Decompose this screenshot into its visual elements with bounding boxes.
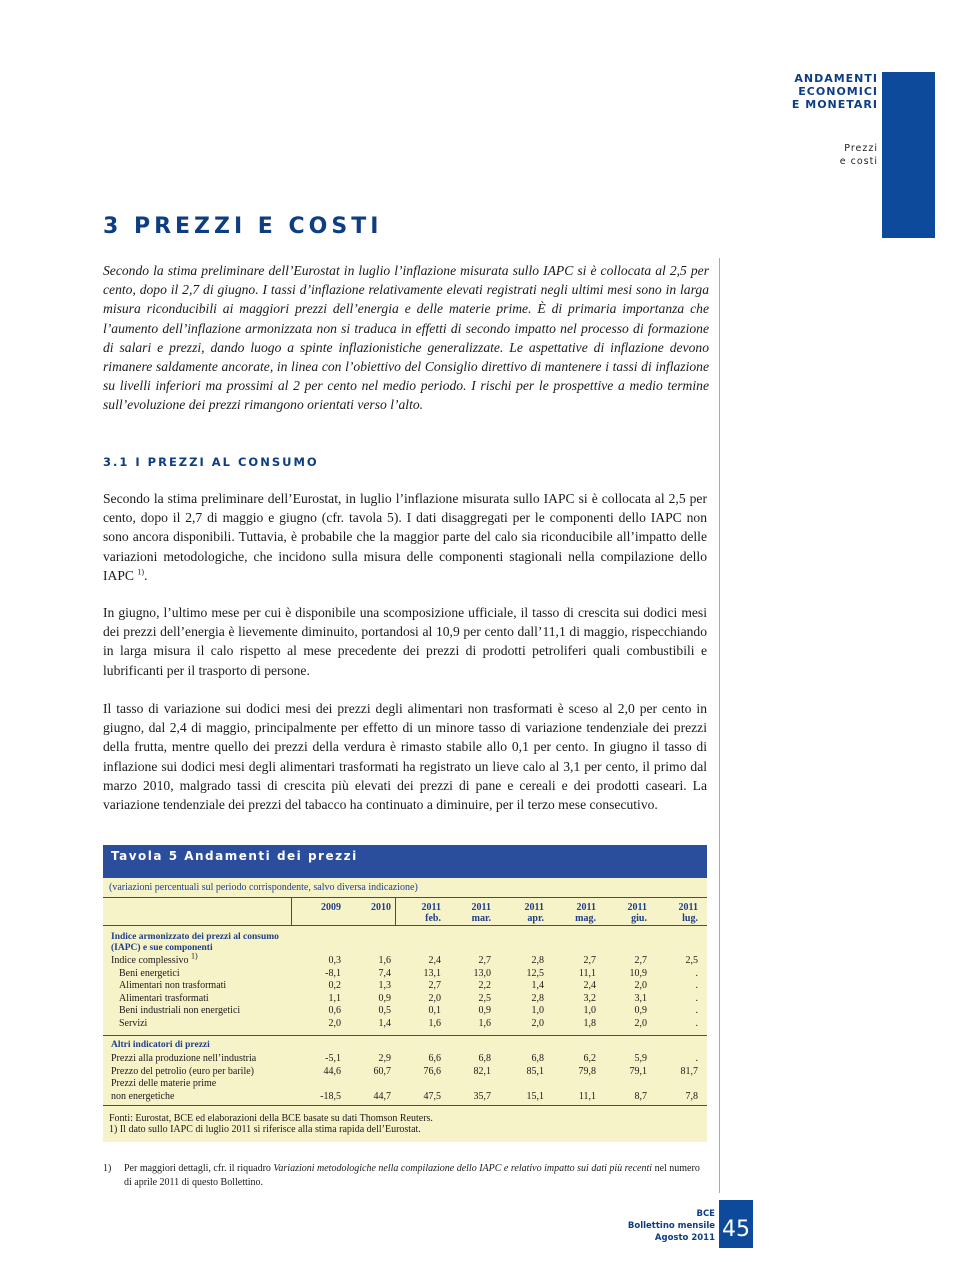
table-cell: 82,1 (473, 1065, 491, 1077)
footnote-box-title: Variazioni metodologiche nella compilazione dello IAPC e relativo impatto sui dati più recenti (273, 1163, 653, 1174)
table-cell: 2,0 (328, 1017, 341, 1029)
table-sources-line: Fonti: Eurostat, BCE ed elaborazioni della BCE basate su dati Thomson Reuters. (109, 1113, 433, 1124)
table-cell: 1,0 (531, 1005, 544, 1016)
table-cell: 2,7 (478, 955, 491, 966)
table-cell: 2,4 (583, 980, 596, 991)
table-cell: -18,5 (320, 1090, 341, 1102)
table-cell: 44,6 (323, 1065, 341, 1077)
column-month: apr. (527, 913, 544, 924)
column-month: giu. (631, 913, 647, 924)
section-tab (882, 72, 935, 238)
table-cell: 79,8 (578, 1065, 596, 1077)
subsection-heading: 3.1 I PREZZI AL CONSUMO (103, 455, 319, 469)
table-row-label (111, 1078, 216, 1103)
group-title-line: (IAPC) e sue componenti (111, 943, 213, 953)
paragraph-end: . (144, 567, 148, 583)
footer-date: Agosto 2011 (654, 1233, 715, 1243)
table-cell: 2,5 (478, 992, 491, 1004)
table-cell: . (695, 980, 698, 991)
footer-publication: Bollettino mensile (627, 1221, 715, 1231)
table-cell: 2,2 (478, 980, 491, 991)
column-month: mag. (575, 913, 596, 924)
column-year: 2011 (421, 902, 441, 913)
column-header (575, 902, 596, 924)
table-cell: 11,1 (578, 1090, 596, 1102)
table-cell: 81,7 (680, 1065, 698, 1077)
table-cell: . (695, 1017, 698, 1029)
table-cell: . (695, 967, 698, 979)
table-cell: 2,9 (378, 1053, 391, 1064)
table-group-title: Altri indicatori di prezzi (111, 1040, 210, 1050)
table-note: (variazioni percentuali sul periodo corrispondente, salvo diversa indicazione) (109, 882, 418, 893)
table-cell: . (695, 1053, 698, 1064)
table-cell: 60,7 (373, 1065, 391, 1077)
column-separator (291, 898, 292, 925)
table-cell: 2,0 (428, 992, 441, 1004)
table-cell: 0,9 (634, 1005, 647, 1016)
column-year: 2011 (678, 902, 698, 913)
table-cell: 8,7 (634, 1090, 647, 1102)
column-year: 2010 (371, 902, 391, 913)
table-cell: 6,8 (478, 1053, 491, 1064)
column-header (321, 902, 341, 913)
table-cell: 6,8 (531, 1053, 544, 1064)
column-header (525, 902, 544, 924)
table-cell: 1,1 (328, 992, 341, 1004)
table-row-label: Prezzi alla produzione nell’industria (111, 1053, 257, 1064)
table-cell: 11,1 (578, 967, 596, 979)
section-title (792, 72, 878, 111)
row-label-line: non energetiche (111, 1090, 175, 1102)
table-title: Tavola 5 Andamenti dei prezzi (103, 845, 707, 878)
subsection-label (840, 142, 878, 168)
column-year: 2011 (471, 902, 491, 913)
section-title-line: E MONETARI (791, 98, 878, 111)
column-year: 2011 (627, 902, 647, 913)
table-cell: 0,3 (328, 955, 341, 966)
column-header (472, 902, 491, 924)
table-cell: 85,1 (526, 1065, 544, 1077)
body-paragraph-3: Il tasso di variazione sui dodici mesi dei prezzi degli alimentari non trasformati è sceso al 2,0 per cento in giugno, dal 2,4 di maggio, principalmente per effetto di un minore tasso di variazione tendenziale dei prezzi della frutta, mentre quello dei prezzi della verdura è rimasto stabile allo 0,1 per cento. In giugno il tasso di inflazione sui dodici mesi degli alimentari trasformati ha registrato un lieve calo al 3,1 per cento, il primo dal marzo 2010, malgrado tassi di crescita più elevati dei prezzi di pane e cereali e dei prodotti caseari. La variazione tendenziale dei prezzi del tabacco ha continuato a diminuire, per il terzo mese consecutivo. (103, 701, 707, 813)
table-cell: 7,8 (685, 1090, 698, 1102)
footnote-text (124, 1162, 707, 1190)
footnote-text-part: Per maggiori dettagli, cfr. il riquadro (124, 1163, 274, 1174)
group-title-line: Indice armonizzato dei prezzi al consumo (111, 932, 279, 942)
table-cell: 2,0 (634, 980, 647, 991)
table-cell: . (695, 992, 698, 1004)
table-cell: 1,0 (583, 1005, 596, 1016)
table-row-label: Prezzo del petrolio (euro per barile) (111, 1065, 254, 1077)
row-label-text: Indice complessivo (111, 955, 189, 966)
footer-publisher: BCE (696, 1209, 715, 1219)
section-title-line: ANDAMENTI (794, 72, 878, 85)
table-cell: -5,1 (325, 1053, 341, 1064)
subsection-label-line: e costi (839, 156, 878, 167)
table-cell: 0,5 (378, 1005, 391, 1016)
table-row-label: Alimentari non trasformati (119, 980, 227, 991)
table-cell: 13,1 (423, 967, 441, 979)
column-month: feb. (425, 913, 441, 924)
footnote-ref: 1) (190, 951, 198, 961)
table-rule (103, 1105, 707, 1106)
table-cell: 1,6 (478, 1017, 491, 1029)
section-title-line: ECONOMICI (798, 85, 878, 98)
table-cell: 2,5 (685, 955, 698, 966)
table-cell: 2,8 (531, 992, 544, 1004)
table-cell: 0,6 (328, 1005, 341, 1016)
table-row-label (111, 951, 198, 968)
table-cell: 6,6 (428, 1053, 441, 1064)
table-cell: 2,7 (583, 955, 596, 966)
chapter-title: 3 PREZZI E COSTI (103, 214, 383, 239)
table-cell: 1,6 (378, 955, 391, 966)
table-row-label: Alimentari trasformati (119, 992, 209, 1004)
table-cell: 15,1 (526, 1090, 544, 1102)
table-rule (103, 925, 707, 926)
table-cell: 2,7 (428, 980, 441, 991)
table-cell: 1,8 (583, 1017, 596, 1029)
table-cell: 0,2 (328, 980, 341, 991)
table-cell: 1,3 (378, 980, 391, 991)
table-cell: 2,8 (531, 955, 544, 966)
table-cell: 12,5 (526, 967, 544, 979)
footnote-text-part: nel numero di aprile 2011 di questo Bollettino. (124, 1163, 700, 1188)
table-cell: 79,1 (629, 1065, 647, 1077)
table-cell: 5,9 (634, 1053, 647, 1064)
table-cell: 2,0 (634, 1017, 647, 1029)
column-year: 2011 (524, 902, 544, 913)
paragraph-text: Secondo la stima preliminare dell’Eurostat, in luglio l’inflazione misurata sullo IAPC si è collocata al 2,5 per cento, dopo il 2,7 di maggio e giugno (cfr. tavola 5). I dati disaggregati per le componenti dello IAPC non sono ancora disponibili. Tuttavia, è probabile che la maggior parte del calo sia riconducibile all’impatto delle variazioni metodologiche, che incidono sulla misura delle componenti stagionali nella compilazione dello IAPC (103, 491, 707, 583)
table-cell: 1,4 (531, 980, 544, 991)
column-header (628, 902, 647, 924)
column-year: 2009 (321, 902, 341, 913)
subsection-label-line: Prezzi (844, 143, 878, 154)
row-label-line: Prezzi delle materie prime (111, 1078, 217, 1089)
table-footnote-line: 1) Il dato sullo IAPC di luglio 2011 si riferisce alla stima rapida dell’Eurostat. (109, 1124, 421, 1135)
body-paragraph-1 (103, 489, 707, 585)
table-rule (103, 1035, 707, 1036)
table-row-label: Servizi (119, 1017, 148, 1029)
table-cell: 2,4 (428, 955, 441, 966)
table-cell: 3,1 (634, 992, 647, 1004)
table-cell: 47,5 (423, 1090, 441, 1102)
column-header (679, 902, 698, 924)
table-cell: 2,0 (531, 1017, 544, 1029)
page-footnote (103, 1162, 707, 1190)
footnote-number: 1) (103, 1163, 112, 1174)
table-row-label: Beni industriali non energetici (119, 1005, 241, 1016)
table-row-label: Beni energetici (119, 967, 180, 979)
page-number: 45 (719, 1200, 753, 1248)
table-cell: 1,6 (428, 1017, 441, 1029)
table-sources (109, 1113, 433, 1135)
table-cell: 0,1 (428, 1005, 441, 1016)
column-header (422, 902, 441, 924)
table-cell: 3,2 (583, 992, 596, 1004)
table-cell: 76,6 (423, 1065, 441, 1077)
footnote-ref[interactable]: 1) (137, 567, 145, 577)
table-cell: . (695, 1005, 698, 1016)
table-cell: 10,9 (629, 967, 647, 979)
table-cell: 44,7 (373, 1090, 391, 1102)
table-cell: 35,7 (473, 1090, 491, 1102)
table-cell: -8,1 (325, 967, 341, 979)
table-cell: 2,7 (634, 955, 647, 966)
body-paragraph-2: In giugno, l’ultimo mese per cui è disponibile una scomposizione ufficiale, il tasso di crescita sui dodici mesi dei prezzi dell’energia è lievemente diminuito, portandosi al 10,9 per cento dall’11,1 di maggio, rispecchiando in larga misura il calo rispetto al mese precedente dei prezzi di prodotti petroliferi quali combustibili e lubrificanti per il trasporto di persone. (103, 605, 707, 678)
table-cell: 13,0 (473, 967, 491, 979)
table-cell: 0,9 (378, 992, 391, 1004)
page-footer (628, 1208, 715, 1244)
table-cell: 7,4 (378, 967, 391, 979)
column-month: lug. (682, 913, 698, 924)
table-cell: 6,2 (583, 1053, 596, 1064)
price-table (103, 845, 707, 1142)
table-cell: 1,4 (378, 1017, 391, 1029)
table-rule (103, 897, 707, 898)
column-year: 2011 (576, 902, 596, 913)
margin-rule (719, 258, 720, 1193)
intro-paragraph: Secondo la stima preliminare dell’Eurostat in luglio l’inflazione misurata sullo IAPC si è collocata al 2,5 per cento, dopo il 2,7 di giugno. I tassi d’inflazione relativamente elevati registrati negli ultimi mesi sono in larga misura riconducibili ai maggiori prezzi dell’energia e delle materie prime. È di primaria importanza che l’aumento dell’inflazione armonizzata non si traduca in effetti di secondo impatto nel processo di formazione di salari e prezzi, dando luogo a spinte inflazionistiche generalizzate. Le aspettative di inflazione devono rimanere saldamente ancorate, in linea con l’obiettivo del Consiglio direttivo di mantenere i tassi di inflazione su livelli inferiori ma prossimi al 2 per cento nel medio periodo. I rischi per le prospettive a medio termine sull’evoluzione dei prezzi rimangono orientati verso l’alto. (103, 263, 709, 413)
column-separator (395, 898, 396, 925)
table-cell: 0,9 (478, 1005, 491, 1016)
column-month: mar. (471, 913, 491, 924)
column-header (371, 902, 391, 913)
